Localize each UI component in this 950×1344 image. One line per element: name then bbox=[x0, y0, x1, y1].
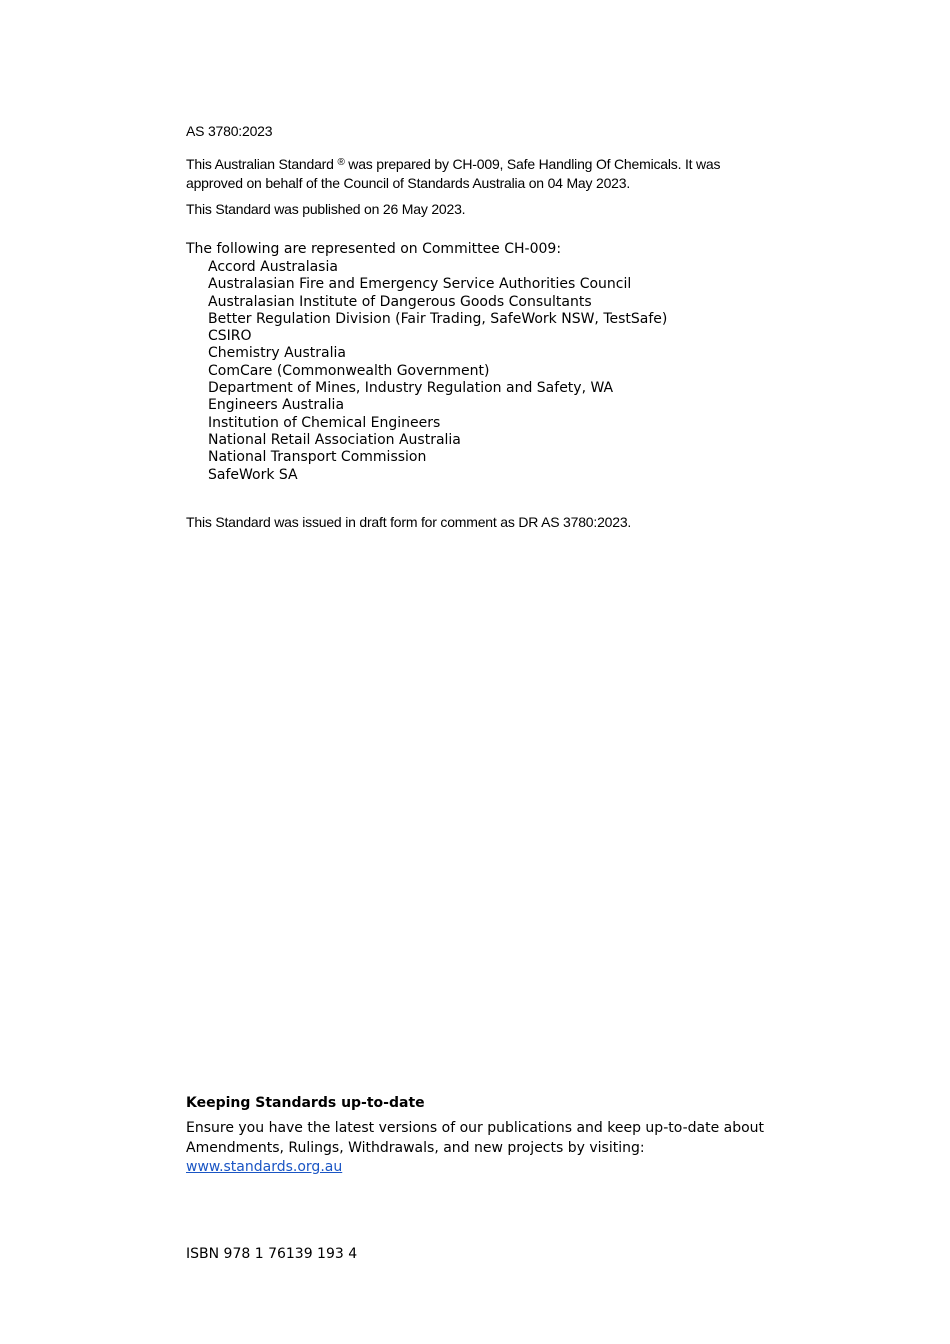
committee-member: National Retail Association Australia bbox=[208, 431, 461, 448]
committee-member: Accord Australasia bbox=[208, 259, 338, 275]
committee-member: Institution of Chemical Engineers bbox=[208, 414, 441, 431]
committee-member: Better Regulation Division (Fair Trading, SafeWork NSW, TestSafe) bbox=[208, 310, 668, 327]
committee-member: Engineers Australia bbox=[208, 397, 345, 414]
registered-mark: ® bbox=[337, 157, 345, 168]
committee-member: ComCare (Commonwealth Government) bbox=[208, 362, 490, 379]
keeping-standards-heading: Keeping Standards up-to-date bbox=[186, 1095, 425, 1111]
isbn-number: ISBN 978 1 76139 193 4 bbox=[186, 1246, 358, 1262]
standards-website-link[interactable]: www.standards.org.au bbox=[186, 1159, 343, 1175]
keeping-standards-body bbox=[186, 1119, 786, 1178]
committee-member-list bbox=[208, 259, 667, 484]
standard-id: AS 3780:2023 bbox=[186, 123, 273, 139]
committee-member: Chemistry Australia bbox=[208, 345, 346, 362]
keeping-body-line-2: Amendments, Rulings, Withdrawals, and new projects by visiting: bbox=[186, 1139, 645, 1156]
draft-note: This Standard was issued in draft form for comment as DR AS 3780:2023. bbox=[186, 514, 632, 530]
publication-date-note: This Standard was published on 26 May 2023. bbox=[186, 201, 466, 217]
keeping-body-line-1: Ensure you have the latest versions of our publications and keep up-to-date about bbox=[186, 1120, 765, 1136]
preparation-text-end: was prepared by CH-009, Safe Handling Of Chemicals. It was approved on behalf of the Council of Standards Australia on 04 May 2023. bbox=[186, 156, 721, 191]
committee-member: Department of Mines, Industry Regulation and Safety, WA bbox=[208, 380, 614, 397]
committee-member: SafeWork SA bbox=[208, 466, 298, 483]
committee-member: Australasian Fire and Emergency Service Authorities Council bbox=[208, 276, 632, 293]
committee-member: Australasian Institute of Dangerous Goods Consultants bbox=[208, 293, 592, 310]
preparation-paragraph bbox=[186, 155, 766, 193]
committee-member: National Transport Commission bbox=[208, 449, 427, 466]
preparation-text-start: This Australian Standard bbox=[186, 156, 334, 172]
committee-member: CSIRO bbox=[208, 328, 252, 345]
committee-heading: The following are represented on Committee CH-009: bbox=[186, 241, 562, 257]
